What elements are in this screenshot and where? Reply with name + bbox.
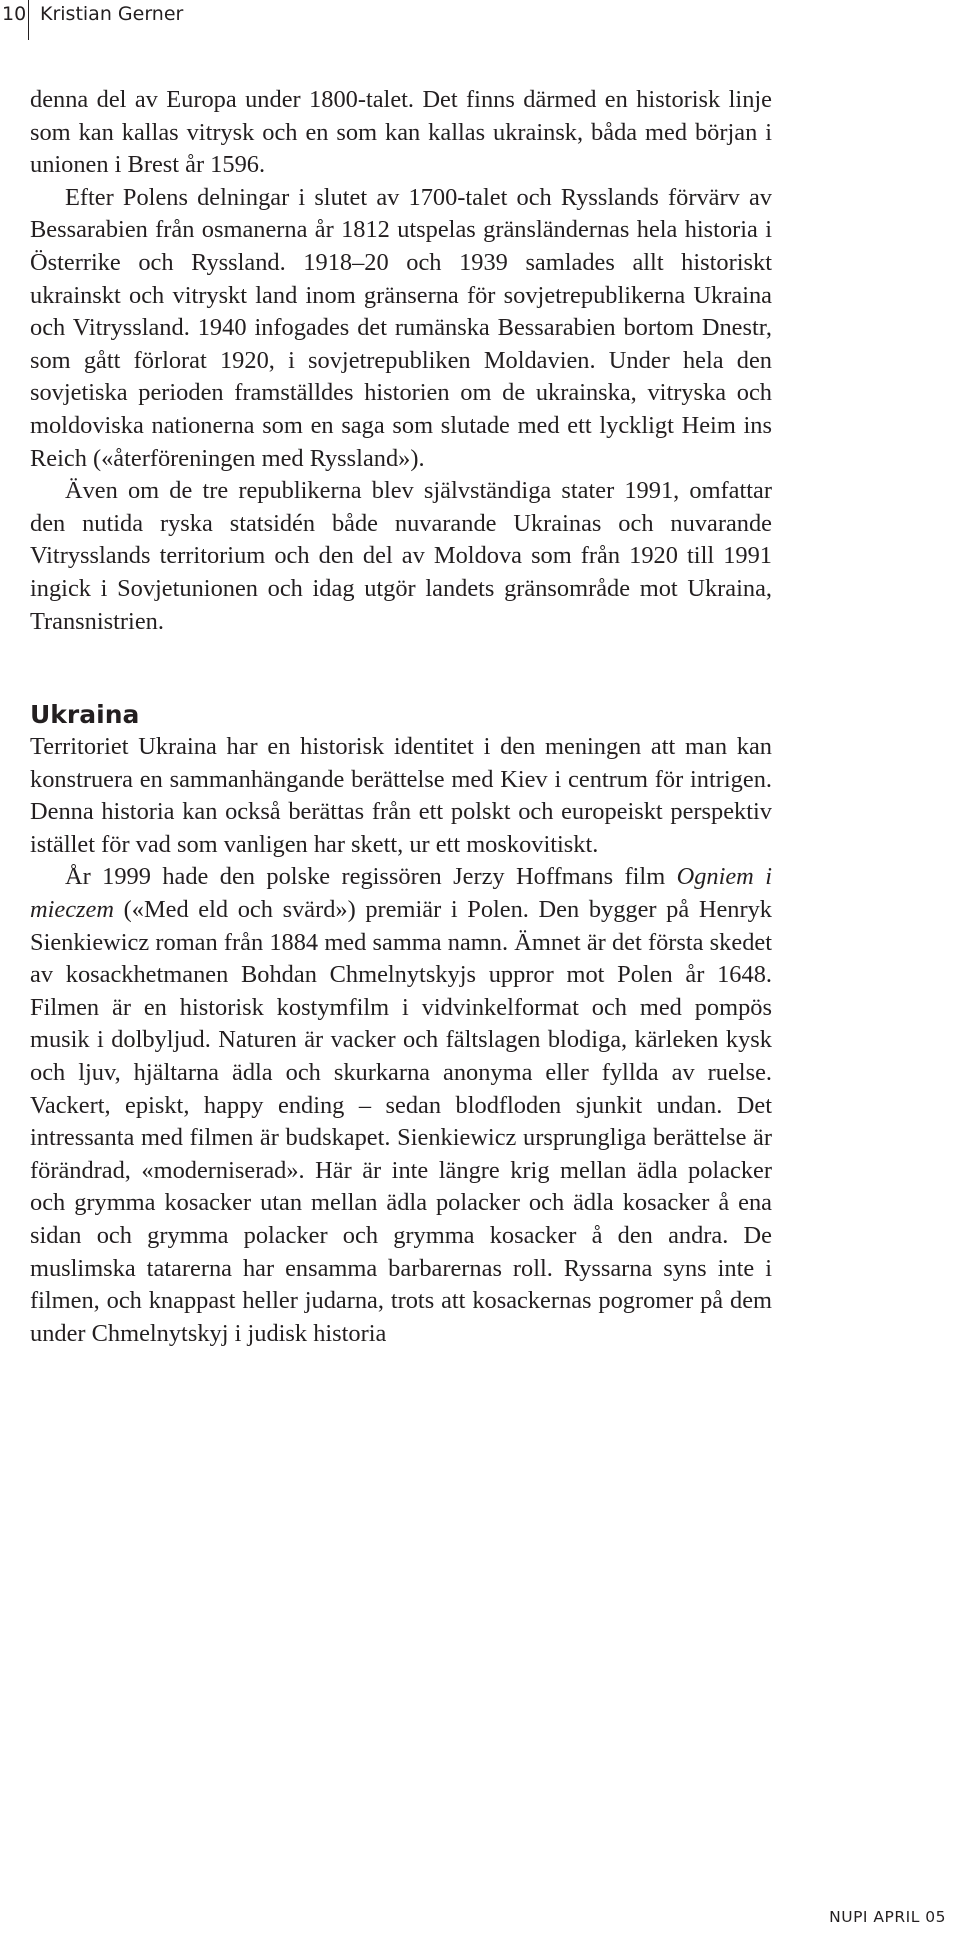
header-divider	[28, 0, 29, 40]
page-footer: NUPI APRIL 05	[829, 1908, 946, 1926]
text-run: År 1999 hade den polske regissören Jerzy Hoffmans film	[65, 863, 677, 891]
body-paragraph: denna del av Europa under 1800-talet. Det finns därmed en historisk linje som kan kallas vitrysk och en som kan kallas ukrainsk, båda med början i unionen i Brest år 1596.	[30, 86, 772, 179]
page-number: 10	[2, 3, 27, 25]
body-paragraph: Efter Polens delningar i slutet av 1700-talet och Rysslands förvärv av Bessarabien från osmanerna år 1812 utspelas gränsländernas hela historia i Österrike och Ryssland. 1918–20 och 1939 samlades allt historiskt ukrainskt och vitryskt land inom gränserna för sovjetrepublikerna Ukraina och Vitryssland. 1940 infogades det rumänska Bessarabien bortom Dnestr, som gått förlorat 1920, i sovjetrepubliken Moldavien. Under hela den sovjetiska perioden framställdes historien om de ukrainska, vitryska och moldoviska nationerna som en saga som slutade med ett lyckligt Heim ins Reich («återföreningen med Ryssland»).	[30, 183, 772, 472]
article-body	[30, 84, 772, 1350]
body-paragraph: Även om de tre republikerna blev självständiga stater 1991, omfattar den nutida ryska statsidén både nuvarande Ukrainas och nuvarande Vitrysslands territorium och den del av Moldova som från 1920 till 1991 ingick i Sovjetunionen och idag utgör landets gränsområde mot Ukraina, Transnistrien.	[30, 477, 772, 635]
film-title: Ogniem i mieczem	[30, 863, 772, 924]
running-head-author: Kristian Gerner	[40, 3, 184, 25]
section-paragraph: Territoriet Ukraina har en historisk identitet i den meningen att man kan konstruera en sammanhängande berättelse med Kiev i centrum för intrigen. Denna historia kan också berättas från ett polskt och europeiskt perspektiv istället för vad som vanligen har skett, ur ett moskovitiskt.	[30, 733, 772, 858]
section-heading: Ukraina	[30, 700, 140, 730]
section-paragraph	[30, 861, 772, 1350]
text-run: («Med eld och svärd») premiär i Polen. Den bygger på Henryk Sienkiewicz roman från 1884 med samma namn. Ämnet är det första skedet av kosackhetmanen Bohdan Chmelnytskyjs uppror mot Polen år 1648. Filmen är en historisk kostymfilm i vidvinkelformat och med pompös musik i dolbyljud. Naturen är vacker och fältslagen blodiga, kärleken kysk och ljuv, hjältarna ädla och skurkarna anonyma eller fyllda av ruelse. Vackert, episkt, happy ending – sedan blodfloden sjunkit undan. Det intressanta med filmen är budskapet. Sienkiewicz ursprungliga berättelse är förändrad, «moderniserad». Här är inte längre krig mellan ädla polacker och grymma kosacker utan mellan ädla polacker och ädla kosacker å ena sidan och grymma polacker och grymma kosacker å den andra. De muslimska tatarerna har ensamma barbarernas roll. Ryssarna syns inte i filmen, och knappast heller judarna, trots att kosackernas pogromer på dem under Chmelnytskyj i judisk historia	[30, 896, 772, 1347]
